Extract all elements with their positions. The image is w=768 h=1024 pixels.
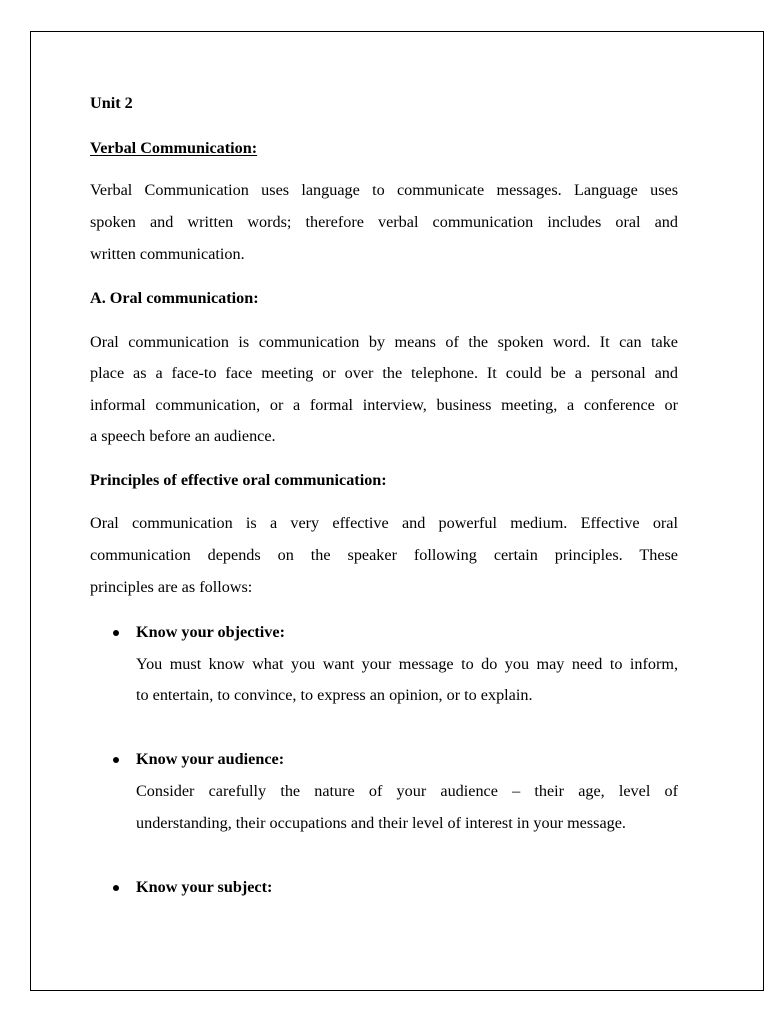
bullet-body-line: You must know what you want your message to do you may need to inform,: [136, 655, 678, 673]
unit-title: Unit 2: [90, 94, 133, 112]
principles-paragraph-line: Oral communication is a very effective and powerful medium. Effective oral: [90, 514, 678, 532]
heading-principles: Principles of effective oral communication:: [90, 471, 387, 489]
bullet-title-subject: Know your subject:: [136, 878, 273, 896]
verbal-paragraph-line: Verbal Communication uses language to communicate messages. Language uses: [90, 181, 678, 199]
principles-paragraph-line: communication depends on the speaker following certain principles. These: [90, 546, 678, 564]
bullet-icon: [113, 885, 119, 891]
bullet-title-audience: Know your audience:: [136, 750, 285, 768]
bullet-icon: [113, 630, 119, 636]
oral-paragraph-line: a speech before an audience.: [90, 427, 276, 445]
bullet-title-objective: Know your objective:: [136, 623, 285, 641]
principles-paragraph-line: principles are as follows:: [90, 578, 253, 596]
oral-paragraph-line: place as a face-to face meeting or over the telephone. It could be a personal and: [90, 364, 678, 382]
verbal-paragraph-line: spoken and written words; therefore verbal communication includes oral and: [90, 213, 678, 231]
page-frame: [30, 31, 764, 991]
verbal-paragraph-line: written communication.: [90, 245, 245, 263]
bullet-body-line: to entertain, to convince, to express an opinion, or to explain.: [136, 686, 533, 704]
bullet-body-line: Consider carefully the nature of your audience – their age, level of: [136, 782, 678, 800]
heading-oral-communication: A. Oral communication:: [90, 289, 259, 307]
heading-verbal-communication: Verbal Communication:: [90, 139, 258, 157]
bullet-body-line: understanding, their occupations and their level of interest in your message.: [136, 814, 626, 832]
oral-paragraph-line: informal communication, or a formal interview, business meeting, a conference or: [90, 396, 678, 414]
bullet-icon: [113, 757, 119, 763]
oral-paragraph-line: Oral communication is communication by means of the spoken word. It can take: [90, 333, 678, 351]
